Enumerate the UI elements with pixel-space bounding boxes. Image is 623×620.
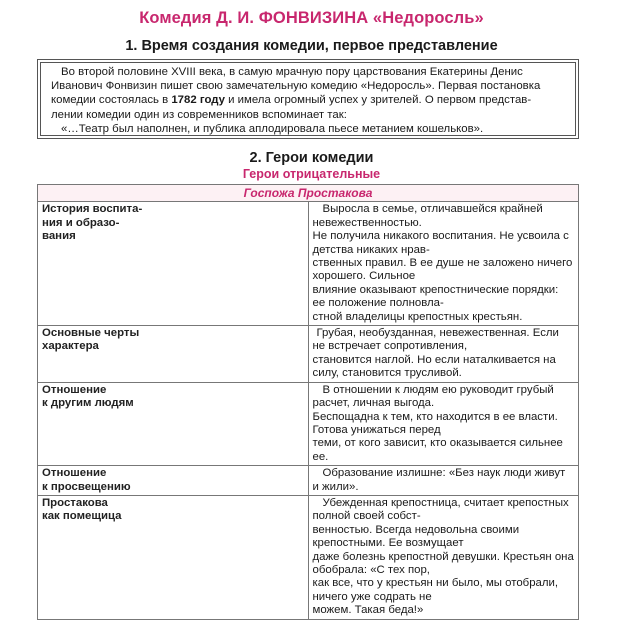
table-row	[38, 466, 579, 496]
row-label-line: Отношение	[42, 383, 107, 396]
row-text-line: стной владелицы крепостных крестьян.	[312, 310, 523, 323]
intro-line-text: Во второй половине XVIII века, в самую мрачную пору царствования Екатерины Денис	[61, 66, 523, 78]
row-text-line: теми, от кого зависит, кто оказывается сильнее ее.	[312, 437, 563, 463]
row-label	[38, 495, 309, 619]
row-text-line	[313, 384, 575, 411]
row-label-line: как помещица	[42, 510, 122, 523]
intro-box	[37, 59, 579, 139]
intro-line-text: лении комедии один из современников вспоминает так:	[51, 108, 347, 121]
row-label-line: История воспита-	[42, 203, 143, 216]
character-name: Госпожа Простакова	[38, 185, 579, 202]
row-text	[308, 466, 579, 496]
row-label	[38, 466, 309, 496]
row-label-line: Основные черты	[42, 327, 140, 340]
row-text-span: В отношении к людям ею руководит грубый расчет, личная выгода.	[312, 383, 554, 410]
row-text-line	[313, 327, 575, 354]
row-label-line: ния и образо-	[42, 216, 120, 229]
row-text-span: Грубая, необузданная, невежественная. Если не встречает сопротивления,	[312, 327, 559, 353]
intro-box-inner	[40, 62, 576, 136]
row-label	[38, 326, 309, 383]
intro-line	[51, 65, 569, 79]
row-text	[308, 495, 579, 619]
intro-quote	[51, 122, 569, 136]
row-text-line: становится наглой. Но если наталкивается на силу, становится трусливой.	[312, 353, 556, 380]
row-label-line: Простакова	[42, 496, 108, 509]
row-text-line: ственных правил. В ее душе не заложено ничего хорошего. Сильное	[312, 257, 573, 283]
row-label-line: вания	[42, 230, 76, 243]
table-row	[38, 202, 579, 326]
intro-line-text: и имела огромный успех у зрителей. О первом представ-	[224, 94, 532, 107]
row-label-line: характера	[42, 340, 99, 353]
row-text	[308, 202, 579, 326]
row-text-span: Убежденная крепостница, считает крепостных полной своей собст-	[312, 496, 569, 523]
row-text-line: можем. Такая беда!»	[312, 604, 424, 617]
character-header-row	[38, 185, 579, 202]
row-label	[38, 382, 309, 465]
table-row	[38, 382, 579, 465]
section-2-heading: 2. Герои комедии	[249, 150, 374, 166]
intro-line	[51, 108, 569, 122]
intro-line	[51, 79, 569, 93]
row-text-line: даже болезнь крепостной девушки. Крестьян она обобрала: «С тех пор,	[312, 550, 574, 576]
row-label	[38, 202, 309, 326]
row-text-line: Не получила никакого воспитания. Не усвоила с детства никаких нрав-	[312, 230, 569, 256]
table-row	[38, 495, 579, 619]
row-label-line: к другим людям	[42, 397, 134, 410]
intro-quote-text: «…Театр был наполнен, и публика аплодировала пьесе метанием кошельков».	[61, 122, 484, 135]
character-table	[37, 184, 579, 620]
row-text-line: влияние оказывают крепостнические порядки: ее положение полновла-	[312, 283, 559, 310]
row-text-span: Выросла в семье, отличавшейся крайней невежественностью.	[312, 203, 543, 229]
row-label-line: к просвещению	[42, 480, 131, 493]
row-text	[308, 382, 579, 465]
row-text-span: Образование излишне: «Без наук люди живут и жили».	[312, 467, 566, 493]
section-1-heading: 1. Время создания комедии, первое представление	[125, 38, 498, 54]
page-title: Комедия Д. И. ФОНВИЗИНА «Недоросль»	[139, 9, 484, 27]
row-text-line: Беспощадна к тем, кто находится в ее власти. Готова унижаться перед	[312, 410, 558, 436]
row-text-line	[313, 467, 575, 494]
row-text-line	[313, 497, 575, 524]
section-2-subheading: Герои отрицательные	[242, 167, 381, 181]
row-text	[308, 326, 579, 383]
row-label-line: Отношение	[42, 467, 107, 480]
table-row	[38, 326, 579, 383]
row-text-line: венностью. Всегда недовольна своими крепостными. Ее возмущает	[312, 523, 520, 550]
intro-line-text: Иванович Фонвизин пишет свою замечательную комедию «Недоросль». Первая постановка	[51, 80, 541, 93]
intro-line	[51, 93, 569, 107]
premiere-year: 1782 году	[171, 94, 225, 107]
row-text-line	[313, 203, 575, 230]
row-text-line: как все, что у крестьян ни было, мы отобрали, ничего уже содрать не	[312, 577, 559, 603]
intro-line-text: комедии состоялась в	[51, 94, 172, 107]
